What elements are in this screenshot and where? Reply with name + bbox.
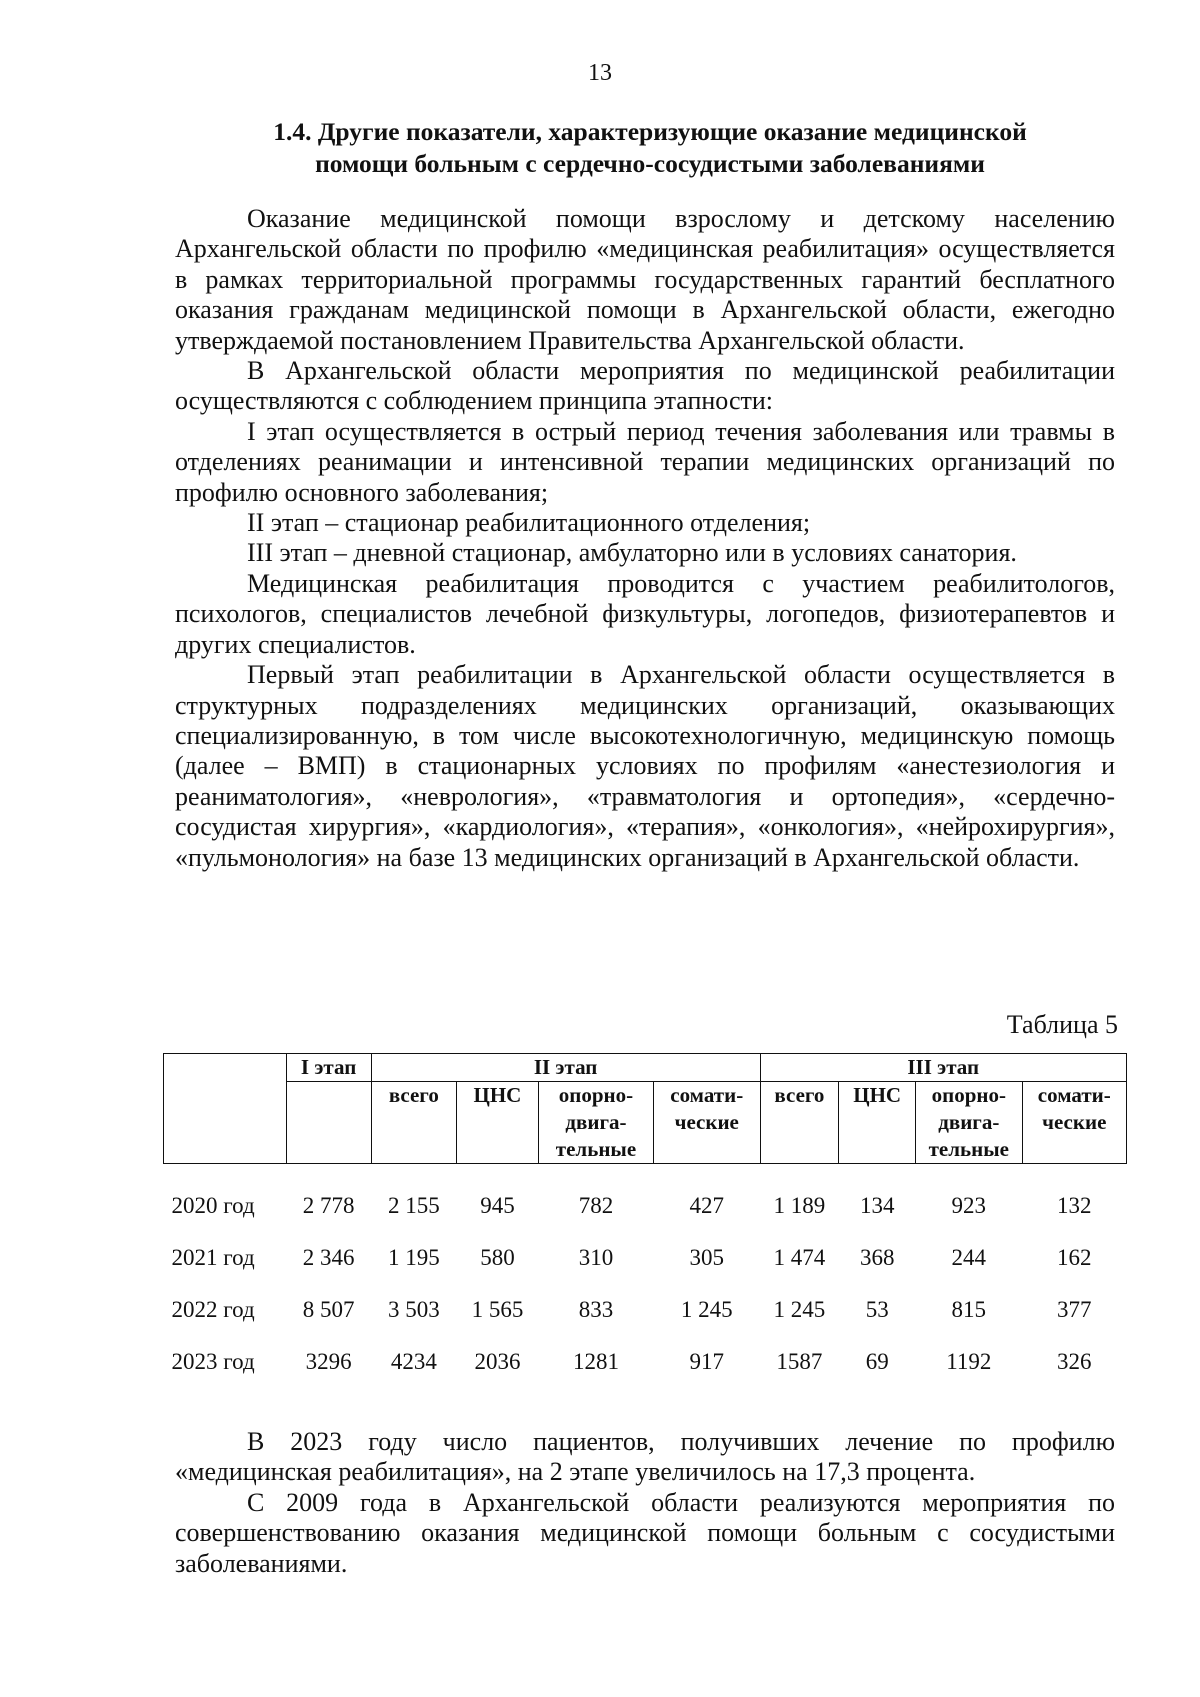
header-s3-cns: ЦНС	[839, 1082, 916, 1164]
value-cell: 1587	[776, 1349, 823, 1374]
value-cell: 1192	[946, 1349, 992, 1374]
value-cell: 134	[859, 1193, 895, 1218]
paragraph: Медицинская реабилитация проводится с участием реабилитологов, психологов, специалистов лечебной физкультуры, логопедов, физиотерапевтов и других специалистов.	[175, 568, 1115, 659]
value-cell: 1 195	[387, 1245, 440, 1270]
year-cell: 2022 год	[171, 1297, 255, 1322]
spacer-cell	[164, 1164, 1127, 1181]
value-cell: 427	[689, 1193, 724, 1218]
value-cell: 782	[578, 1193, 614, 1218]
paragraph: I этап осуществляется в острый период течения заболевания или травмы в отделениях реанимации и интенсивной терапии медицинских организаций по профилю основного заболевания;	[175, 416, 1115, 507]
value-cell: 53	[865, 1297, 889, 1322]
header-stage-3: III этап	[760, 1054, 1126, 1082]
value-cell: 69	[865, 1349, 889, 1374]
value-cell: 326	[1057, 1349, 1092, 1374]
header-s2-somatic: сомати-ческие	[653, 1082, 760, 1164]
value-cell: 580	[480, 1245, 515, 1270]
header-stage-1-empty	[286, 1082, 371, 1164]
table-row	[164, 1336, 1127, 1388]
table-row	[164, 1232, 1127, 1284]
value-cell: 1 565	[471, 1297, 524, 1322]
value-cell: 368	[859, 1245, 895, 1270]
header-s2-cns: ЦНС	[456, 1082, 538, 1164]
after-table-text	[175, 1427, 1115, 1579]
paragraph: В 2023 году число пациентов, получивших лечение по профилю «медицинская реабилитация», на 2 этапе увеличилось на 17,3 процента.	[175, 1427, 1115, 1487]
value-cell: 132	[1057, 1193, 1092, 1218]
data-table	[163, 1053, 1127, 1388]
header-s3-total: всего	[760, 1082, 839, 1164]
paragraph: III этап – дневной стационар, амбулаторно или в условиях санатория.	[247, 538, 1017, 568]
table-row	[164, 1180, 1127, 1232]
year-cell: 2023 год	[171, 1349, 255, 1374]
value-cell: 2 155	[387, 1193, 440, 1218]
table-spacer-row	[164, 1164, 1127, 1181]
value-cell: 3296	[305, 1349, 352, 1374]
heading-line-2: помощи больным с сердечно-сосудистыми заболеваниями	[315, 149, 985, 178]
header-stage-1: I этап	[286, 1054, 371, 1082]
value-cell: 244	[951, 1245, 987, 1270]
value-cell: 2 778	[302, 1193, 355, 1218]
value-cell: 310	[578, 1245, 614, 1270]
header-s3-somatic: сомати-ческие	[1022, 1082, 1126, 1164]
value-cell: 4234	[390, 1349, 437, 1374]
header-stage-2: II этап	[371, 1054, 760, 1082]
value-cell: 1 189	[773, 1193, 826, 1218]
year-cell: 2021 год	[171, 1245, 255, 1270]
value-cell: 1 245	[773, 1297, 826, 1322]
header-s3-musculoskeletal: опорно-двига-тельные	[916, 1082, 1023, 1164]
value-cell: 1 474	[773, 1245, 826, 1270]
table-group-header-row	[164, 1054, 1127, 1082]
value-cell: 8 507	[302, 1297, 355, 1322]
paragraph: Оказание медицинской помощи взрослому и детскому населению Архангельской области по профилю «медицинская реабилитация» осуществляется в рамках территориальной программы государственных гарантий бесплатного оказания гражданам медицинской помощи в Архангельской области, ежегодно утверждаемой постановлением Правительства Архангельской области.	[175, 204, 1115, 355]
paragraph: С 2009 года в Архангельской области реализуются мероприятия по совершенствованию оказания медицинской помощи больным с сосудистыми заболеваниями.	[175, 1487, 1115, 1578]
value-cell: 917	[689, 1349, 724, 1374]
header-s2-total: всего	[371, 1082, 456, 1164]
header-year-cell	[164, 1054, 287, 1164]
value-cell: 833	[578, 1297, 614, 1322]
value-cell: 815	[951, 1297, 987, 1322]
value-cell: 1 245	[680, 1297, 733, 1322]
body-text	[175, 204, 1115, 873]
paragraph: В Архангельской области мероприятия по медицинской реабилитации осуществляются с соблюдением принципа этапности:	[175, 356, 1115, 416]
heading-line-1: 1.4. Другие показатели, характеризующие оказание медицинской	[273, 117, 1027, 146]
page-number: 13	[588, 60, 612, 86]
value-cell: 945	[480, 1193, 515, 1218]
value-cell: 305	[689, 1245, 724, 1270]
value-cell: 923	[951, 1193, 987, 1218]
table-row	[164, 1284, 1127, 1336]
value-cell: 1281	[572, 1349, 619, 1374]
value-cell: 3 503	[387, 1297, 440, 1322]
header-s2-musculoskeletal: опорно-двига-тельные	[538, 1082, 653, 1164]
table-caption: Таблица 5	[1006, 1010, 1118, 1039]
value-cell: 2 346	[302, 1245, 355, 1270]
year-cell: 2020 год	[171, 1193, 255, 1218]
paragraph: Первый этап реабилитации в Архангельской области осуществляется в структурных подразделениях медицинских организаций, оказывающих специализированную, в том числе высокотехнологичную, медицинскую помощь (далее – ВМП) в стационарных условиях по профилям «анестезиология и реаниматология», «неврология», «травматология и ортопедия», «сердечно-сосудистая хирургия», «кардиология», «терапия», «онкология», «нейрохирургия», «пульмонология» на базе 13 медицинских организаций в Архангельской области.	[175, 660, 1115, 872]
paragraph: II этап – стационар реабилитационного отделения;	[247, 508, 811, 538]
section-heading	[175, 116, 1125, 180]
value-cell: 162	[1057, 1245, 1092, 1270]
value-cell: 377	[1057, 1297, 1092, 1322]
value-cell: 2036	[474, 1349, 521, 1374]
table-sub-header-row	[164, 1082, 1127, 1164]
